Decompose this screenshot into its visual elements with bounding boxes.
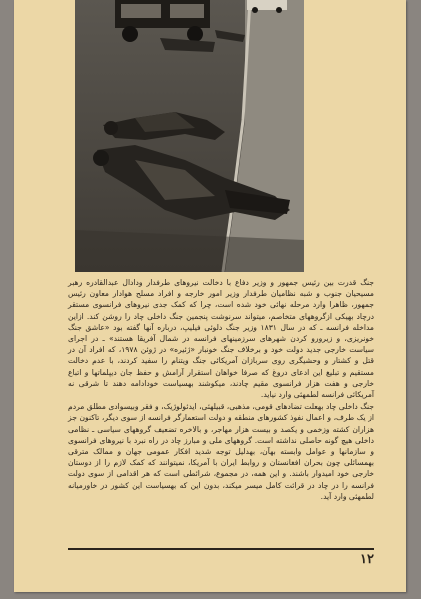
article-body <box>68 277 374 502</box>
news-photograph <box>75 0 304 272</box>
article-paragraph: جنگ قدرت بین رئیس جمهور و وزیر دفاع با دخالت نیروهای طرفدار ودادال عبدالقادره رهبر مسیحیان جنوب و شبه نظامیان طرفدار وزیر امور خارجه و افراد مسلح هوادار معاون رئیس جمهور، ظاهرا وارد مرحله نهائی خود شده است، چرا که کمک جدی نیروهای فرانسوی مستقر درچاد بهیکی ازگروههای متخاصم، میتواند سرنوشت پنجمین جنگ داخلی چاد را روشن کند. ازاین مداخله فرانسه ـ که در سال ۱۸۳۱ وزیر جنگ دلوئی فیلیپ، درباره آنها گفته بود «عاشق جنگ خونریزی، و زیرورو کردن شهرهای سرزمینهای فرانسه در شمال آفریقا هستند» ـ در اجرای سیاست خارجی جدید دولت خود و برخلاف جنگ خونبار «ژئیره» در ژوئن ۱۹۷۸، که افراد آن در قتل و کشتار و وحشیگری روی سربازان آمریکائی جنگ ویتنام را سفید کردند، با عدم دخالت مستقیم و تبلیغ این ادعای دروغ که صرفا خواهان استقرار آرامش و حفظ جان دیپلماتها و اتباع خارجی و هفت هزار فرانسوی مقیم چادند، میکوشند بهسیاست خودادامه دهند تا شرقی نه آمریکائی فرانسه لطمهئی وارد نیاید. <box>68 278 374 400</box>
footer-rule <box>68 548 374 550</box>
page-number: ۱۲ <box>360 552 374 567</box>
article-paragraph: جنگ داخلی چاد بهعلت تضادهای قومی، مذهبی، قبیلهئی، ایدئولوژیک، و فقر وبیسوادی مطلق مردم از یک طرف، و اعمال نفوذ کشورهای منطقه و دولت استعمارگر فرانسه از سوی دیگر، تاکنون جز هزاران کشته وزخمی و یکصد و بیست هزار مهاجر، و بالاخره تضعیف گروههای سیاسی ـ نظامی داخلی هیچ گونه حاصلی نداشته است. گروههای ملی و مبارز چاد در راه نبرد با نیروهای فرانسوی و سازمانها و عوامل وابسته بهآن، بهدلیل توجه شدید افکار عمومی جهان و ممالک مترقی بهمسائلی چون بحران افغانستان و روابط ایران با آمریکا، نمیتوانند که کمک لازم را از دوستان خارجی خود امیدوار باشند. و این همه، در مجموع، شرائطی است که هر اقدامی از سوی دولت فرانسه را در چاد در قرائت کامل میسر میکند، بدون این که بهسیاست این کشور در خاورمیانه لطمهئی وارد آید. <box>68 402 374 501</box>
photo-icon <box>75 0 304 272</box>
magazine-page <box>14 0 406 592</box>
